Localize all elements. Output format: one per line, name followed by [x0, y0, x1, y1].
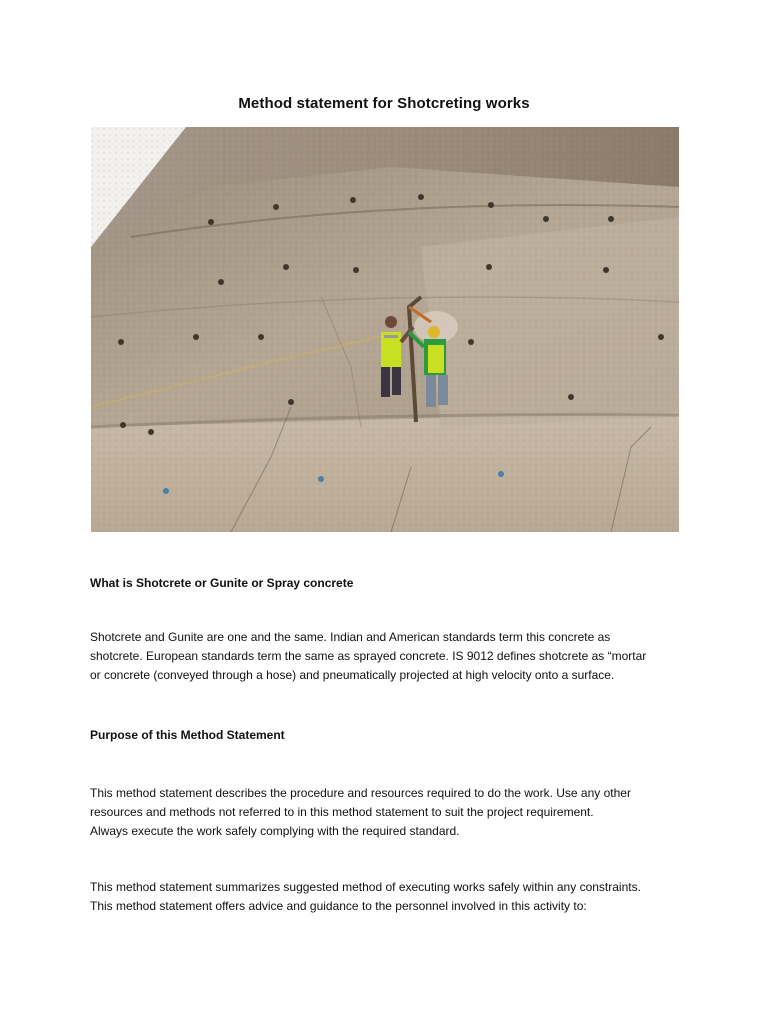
text-line: resources and methods not referred to in this method statement to suit the project requirement.	[90, 805, 594, 819]
text-line: Shotcrete and Gunite are one and the same. Indian and American standards term this concrete as	[90, 630, 611, 644]
text-line: This method statement offers advice and guidance to the personnel involved in this activity to:	[90, 899, 587, 913]
text-line: shotcrete. European standards term the same as sprayed concrete. IS 9012 defines shotcrete as “mortar	[90, 649, 647, 663]
section-heading-purpose: Purpose of this Method Statement	[90, 728, 285, 742]
shotcrete-photo	[91, 127, 679, 532]
paragraph-definition	[90, 628, 690, 685]
text-line: Always execute the work safely complying with the required standard.	[90, 824, 460, 838]
text-line: This method statement summarizes suggested method of executing works safely within any constraints.	[90, 880, 641, 894]
paragraph-purpose-1	[90, 784, 690, 841]
paragraph-purpose-2	[90, 878, 690, 916]
text-line: or concrete (conveyed through a hose) and pneumatically projected at high velocity onto a surface.	[90, 668, 615, 682]
section-heading-what-is-shotcrete: What is Shotcrete or Gunite or Spray concrete	[90, 576, 354, 590]
document-title: Method statement for Shotcreting works	[238, 95, 530, 112]
text-line: This method statement describes the procedure and resources required to do the work. Use any other	[90, 786, 631, 800]
